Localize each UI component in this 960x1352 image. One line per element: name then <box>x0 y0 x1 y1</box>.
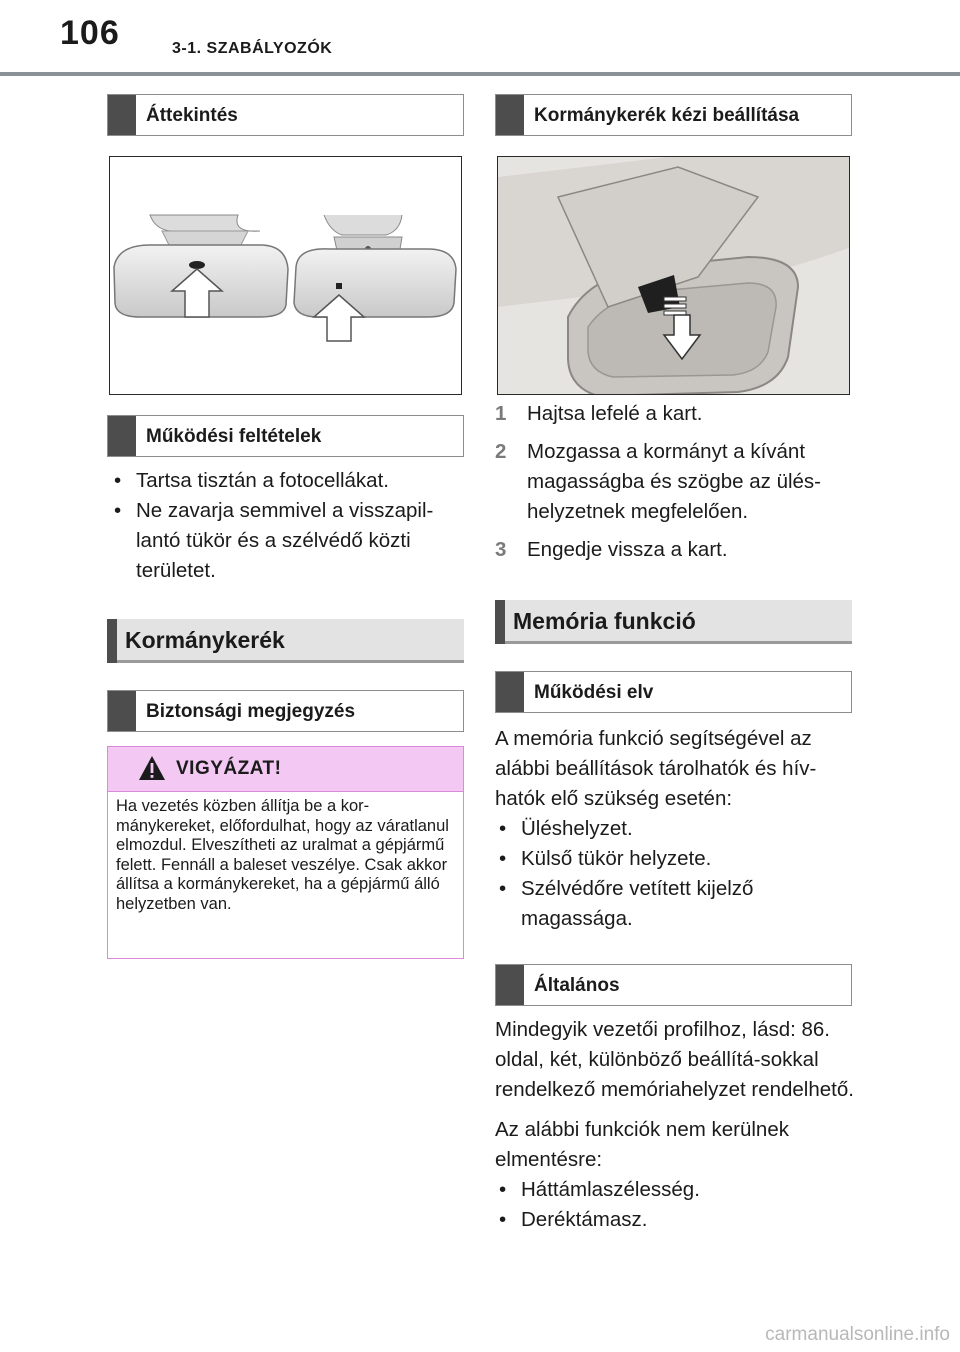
list-item: • Külső tükör helyzete. <box>499 847 712 870</box>
heading-safety-label: Biztonsági megjegyzés <box>146 701 356 722</box>
general-section <box>495 1015 857 1235</box>
heading-general <box>495 964 852 1006</box>
heading-manual-adjust-label: Kormánykerék kézi beállítása <box>534 105 800 126</box>
principle-section <box>495 724 857 934</box>
heading-safety <box>107 690 464 732</box>
list-item: • Deréktámasz. <box>499 1208 648 1231</box>
heading-memory-function <box>495 600 852 644</box>
heading-overview-label: Áttekintés <box>146 105 238 126</box>
general-text-1: Mindegyik vezetői profilhoz, lásd: 86. oldal, két, különböző beállítá-sokkal rendelkező memóriahelyzet rendelhető. <box>495 1018 854 1101</box>
heading-memory-function-label: Memória funkció <box>513 608 696 634</box>
adjust-steps <box>495 399 855 573</box>
heading-overview <box>107 94 464 136</box>
step-item: 1 Hajtsa lefelé a kart. <box>495 402 703 425</box>
heading-steering-wheel <box>107 619 464 663</box>
warning-box <box>107 746 464 959</box>
step-item: 3 Engedje vissza a kart. <box>495 538 728 561</box>
heading-principle <box>495 671 852 713</box>
page-number: 106 <box>60 14 120 52</box>
mirror-illustration <box>109 156 462 395</box>
principle-text: A memória funkció segítségével az alábbi beállítások tárolhatók és hív-hatók elő szükség esetén: <box>495 727 817 810</box>
list-item: • Ne zavarja semmivel a visszapil-lantó tükör és a szélvédő közti területet. <box>114 499 434 582</box>
heading-manual-adjust <box>495 94 852 136</box>
heading-steering-wheel-label: Kormánykerék <box>125 627 285 653</box>
watermark: carmanualsonline.info <box>765 1324 950 1345</box>
section-title: 3-1. SZABÁLYOZÓK <box>172 40 333 57</box>
conditions-list <box>110 466 468 586</box>
list-item: • Üléshelyzet. <box>499 817 633 840</box>
heading-general-label: Általános <box>534 975 620 996</box>
warning-triangle-icon <box>138 755 166 781</box>
list-item: • Tartsa tisztán a fotocellákat. <box>114 469 389 492</box>
heading-conditions-label: Működési feltételek <box>146 426 322 447</box>
steering-lever-illustration <box>497 156 850 395</box>
list-item: • Háttámlaszélesség. <box>499 1178 700 1201</box>
warning-header <box>108 747 463 792</box>
step-item: 2 Mozgassa a kormányt a kívánt magasságba és szögbe az ülés-helyzetnek megfelelően. <box>495 440 822 523</box>
general-text-2: Az alábbi funkciók nem kerülnek elmentésre: <box>495 1118 789 1171</box>
warning-text: Ha vezetés közben állítja be a kor-mánykereket, előfordulhat, hogy az váratlanul elmozdul. Elveszítheti az uralmat a gépjármű felett. Fennáll a baleset veszélye. Csak akkor állítsa a kormánykereket, ha a gépjármű álló helyzetben van. <box>116 797 449 913</box>
warning-title: VIGYÁZAT! <box>176 758 282 779</box>
header-divider <box>0 72 960 76</box>
heading-conditions <box>107 415 464 457</box>
heading-principle-label: Működési elv <box>534 682 654 703</box>
list-item: • Szélvédőre vetített kijelző magassága. <box>499 877 754 930</box>
